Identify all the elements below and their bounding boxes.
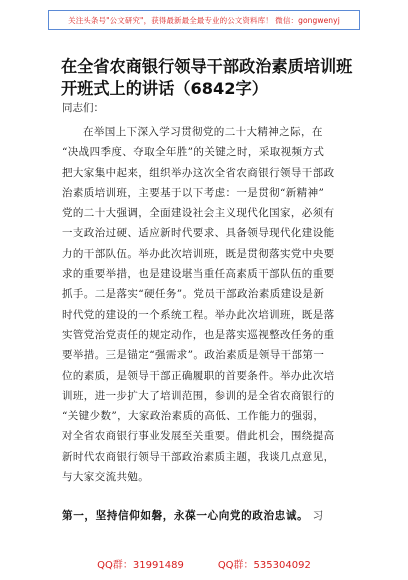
body-line: “决战四季度、夺取全年胜”的关键之时，采取视频方式 <box>62 146 325 159</box>
body-line: 时代党的建设的一个系统工程。举办此次培训班，既是落 <box>62 308 335 321</box>
footer-qq-group-1: QQ群：31991489 <box>97 560 184 571</box>
section-heading <box>62 508 392 523</box>
body-line: 对全省农商银行事业发展至关重要。借此机会，围绕提高 <box>62 430 335 443</box>
body-line: 抓手。二是落实“硬任务”。党员干部政治素质建设是新 <box>62 288 325 301</box>
footer <box>0 556 408 571</box>
body-line: 力的干部队伍。举办此次培训班，既是贯彻落实党中央要 <box>62 247 335 260</box>
body-line: 一支政治过硬、适应新时代要求、具备领导现代化建设能 <box>62 227 335 240</box>
body-line: 治素质培训班，主要基于以下考虑：一是贯彻“新精神” <box>62 186 325 199</box>
footer-qq-group-2: QQ群：535304092 <box>217 560 311 571</box>
body-line: 实管党治党责任的规定动作，也是落实巡视整改任务的重 <box>62 328 335 341</box>
body-line: 新时代农商银行领导干部政治素质主题，我谈几点意见， <box>62 450 335 463</box>
body-line: 与大家交流共勉。 <box>62 471 150 484</box>
document-title <box>61 56 361 100</box>
body-line: 在举国上下深入学习贯彻党的二十大精神之际，在 <box>83 126 323 138</box>
section-heading-continuation: 习 <box>312 510 324 522</box>
body-line: 把大家集中起来，组织举办这次全省农商银行领导干部政 <box>62 166 335 179</box>
salutation: 同志们： <box>62 102 104 114</box>
body-line: 位的素质，是领导干部正确履职的首要条件。举办此次培 <box>62 369 335 382</box>
body-line: 党的二十大强调，全面建设社会主义现代化国家，必须有 <box>62 207 335 220</box>
body-line: 求的重要举措，也是建设堪当重任高素质干部队伍的重要 <box>62 268 335 281</box>
header-banner <box>48 10 360 30</box>
body-line: 要举措。三是锚定“强需求”。政治素质是领导干部第一 <box>62 349 325 362</box>
body-line: “关键少数”，大家政治素质的高低、工作能力的强弱， <box>62 410 325 423</box>
header-banner-text: 关注头条号"公文研究"，获得最新最全最专业的公文资料库！ 微信：gongwenyj <box>68 15 340 25</box>
title-line: 开班式上的讲话（6842字） <box>61 79 268 98</box>
body-line: 训班，进一步扩大了培训范围，参训的是全省农商银行的 <box>62 389 335 402</box>
body-paragraph <box>62 122 352 487</box>
section-heading-text: 第一，坚持信仰如磐，永葆一心向党的政治忠诚。 <box>62 510 309 522</box>
title-line: 在全省农商银行领导干部政治素质培训班 <box>61 57 353 76</box>
